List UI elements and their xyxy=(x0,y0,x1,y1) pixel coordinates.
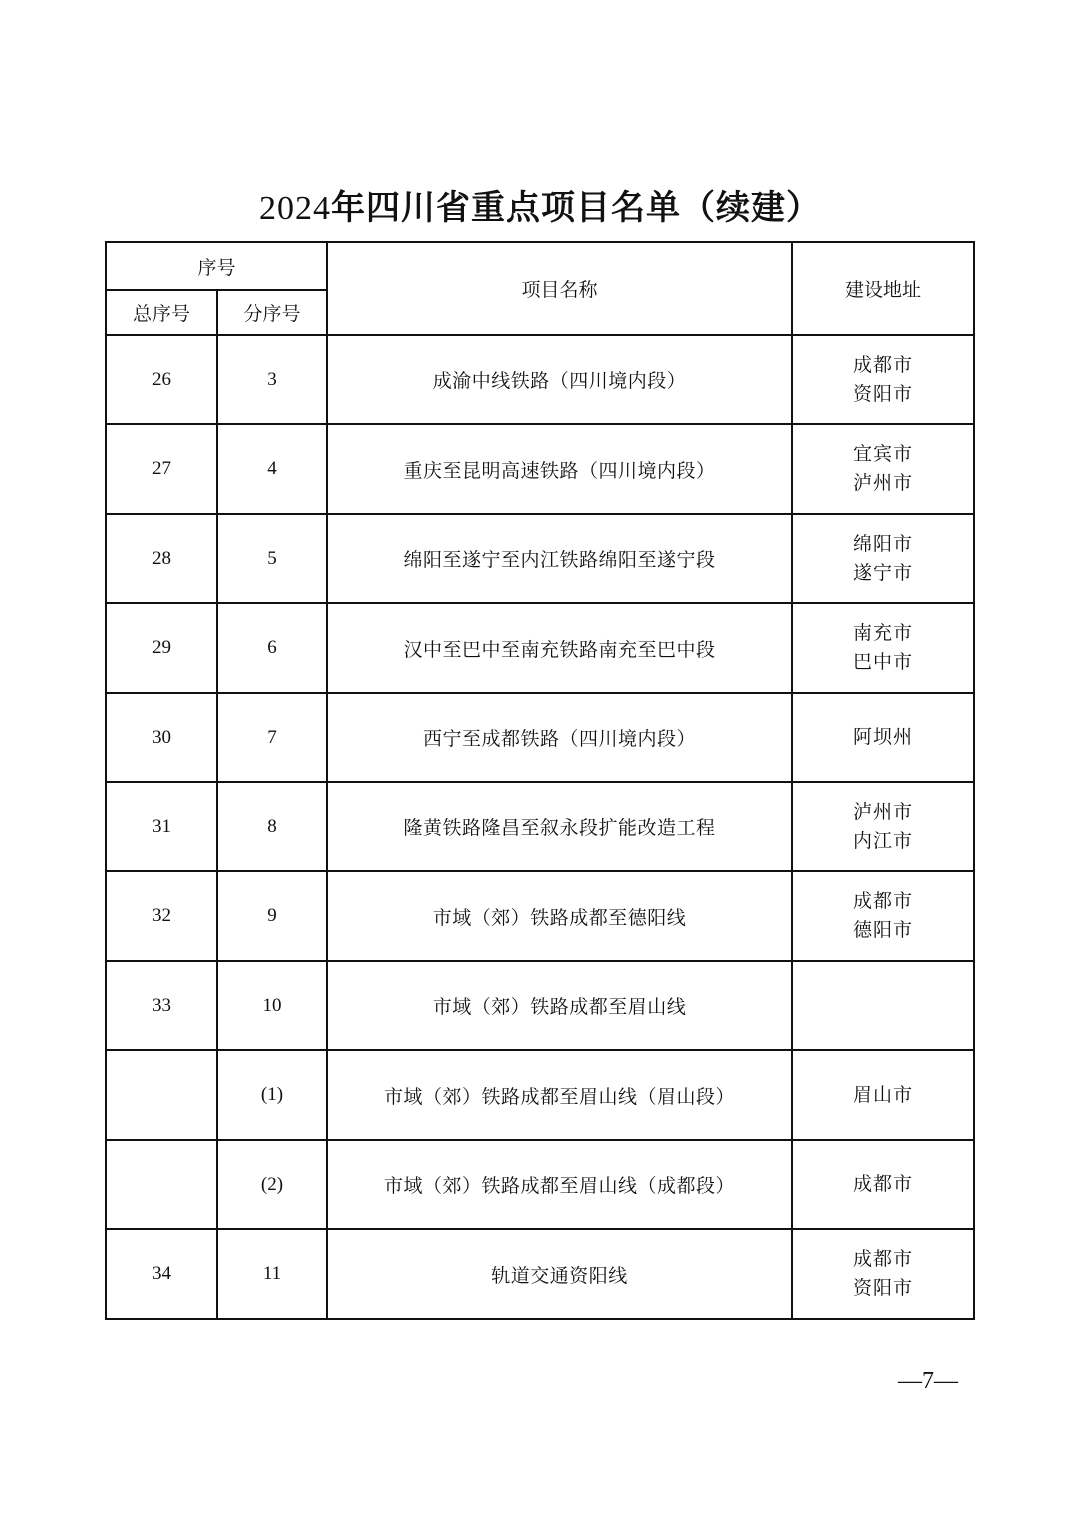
total-seq-cell xyxy=(106,1050,217,1140)
header-sub-seq: 分序号 xyxy=(217,290,327,335)
location-line: 巴中市 xyxy=(853,651,914,673)
total-seq-cell: 28 xyxy=(106,514,217,603)
sub-seq-cell: 6 xyxy=(217,603,327,693)
table-row xyxy=(106,782,974,871)
location-cell xyxy=(792,514,974,603)
location-cell xyxy=(792,603,974,693)
project-name-cell: 市域（郊）铁路成都至眉山线 xyxy=(327,961,792,1050)
location-cell xyxy=(792,424,974,514)
total-seq-cell: 31 xyxy=(106,782,217,871)
sub-seq-cell: 3 xyxy=(217,335,327,424)
location-cell xyxy=(792,335,974,424)
table-row xyxy=(106,1229,974,1319)
total-seq-cell: 29 xyxy=(106,603,217,693)
location-line: 泸州市 xyxy=(853,472,914,494)
location-line: 内江市 xyxy=(853,829,914,852)
location-line: 宜宾市 xyxy=(853,443,914,465)
table-row xyxy=(106,603,974,693)
title-year: 2024 xyxy=(259,190,331,227)
sub-seq-cell: (2) xyxy=(217,1140,327,1229)
table-row xyxy=(106,693,974,782)
location-cell xyxy=(792,871,974,961)
location-line: 阿坝州 xyxy=(853,726,914,748)
project-name-cell: 绵阳至遂宁至内江铁路绵阳至遂宁段 xyxy=(327,514,792,603)
project-name-cell: 轨道交通资阳线 xyxy=(327,1229,792,1319)
sub-seq-cell: 9 xyxy=(217,871,327,961)
total-seq-cell xyxy=(106,1140,217,1229)
table-row xyxy=(106,424,974,514)
sub-seq-cell: 8 xyxy=(217,782,327,871)
page-number: —7— xyxy=(898,1368,958,1394)
total-seq-cell: 30 xyxy=(106,693,217,782)
location-line: 资阳市 xyxy=(853,1277,914,1299)
table-row xyxy=(106,1140,974,1229)
table-row xyxy=(106,871,974,961)
sub-seq-cell: 10 xyxy=(217,961,327,1050)
location-line: 成都市 xyxy=(853,1173,914,1195)
sub-seq-cell: (1) xyxy=(217,1050,327,1140)
header-location: 建设地址 xyxy=(792,242,974,335)
total-seq-cell: 34 xyxy=(106,1229,217,1319)
title-text: 年四川省重点项目名单（续建） xyxy=(331,188,821,228)
table-row xyxy=(106,1050,974,1140)
location-line: 德阳市 xyxy=(853,919,914,941)
project-name-cell: 市域（郊）铁路成都至眉山线（成都段） xyxy=(327,1140,792,1229)
total-seq-cell: 26 xyxy=(106,335,217,424)
sub-seq-cell: 7 xyxy=(217,693,327,782)
header-project-name: 项目名称 xyxy=(327,242,792,335)
location-line: 成都市 xyxy=(853,1248,914,1270)
location-cell xyxy=(792,782,974,871)
location-line: 泸州市 xyxy=(853,800,914,823)
location-line: 眉山市 xyxy=(853,1083,914,1106)
total-seq-cell: 32 xyxy=(106,871,217,961)
table-row xyxy=(106,514,974,603)
project-name-cell: 西宁至成都铁路（四川境内段） xyxy=(327,693,792,782)
project-name-cell: 汉中至巴中至南充铁路南充至巴中段 xyxy=(327,603,792,693)
project-name-cell: 隆黄铁路隆昌至叙永段扩能改造工程 xyxy=(327,782,792,871)
location-cell xyxy=(792,961,974,1050)
project-name-cell: 市域（郊）铁路成都至眉山线（眉山段） xyxy=(327,1050,792,1140)
location-line: 南充市 xyxy=(853,622,914,644)
page-title xyxy=(0,180,1080,229)
table-row xyxy=(106,961,974,1050)
sub-seq-cell: 5 xyxy=(217,514,327,603)
table-row xyxy=(106,335,974,424)
location-line: 成都市 xyxy=(853,353,914,376)
location-line: 遂宁市 xyxy=(853,561,914,584)
total-seq-cell: 33 xyxy=(106,961,217,1050)
header-seq-group: 序号 xyxy=(106,242,327,290)
location-cell xyxy=(792,693,974,782)
project-name-cell: 市域（郊）铁路成都至德阳线 xyxy=(327,871,792,961)
project-name-cell: 重庆至昆明高速铁路（四川境内段） xyxy=(327,424,792,514)
location-line: 成都市 xyxy=(853,890,914,912)
header-total-seq: 总序号 xyxy=(106,290,217,335)
sub-seq-cell: 4 xyxy=(217,424,327,514)
sub-seq-cell: 11 xyxy=(217,1229,327,1319)
total-seq-cell: 27 xyxy=(106,424,217,514)
location-line: 绵阳市 xyxy=(853,532,914,555)
project-name-cell: 成渝中线铁路（四川境内段） xyxy=(327,335,792,424)
location-cell xyxy=(792,1050,974,1140)
location-cell xyxy=(792,1140,974,1229)
location-line: 资阳市 xyxy=(853,382,914,405)
location-cell xyxy=(792,1229,974,1319)
projects-table xyxy=(105,241,975,1320)
